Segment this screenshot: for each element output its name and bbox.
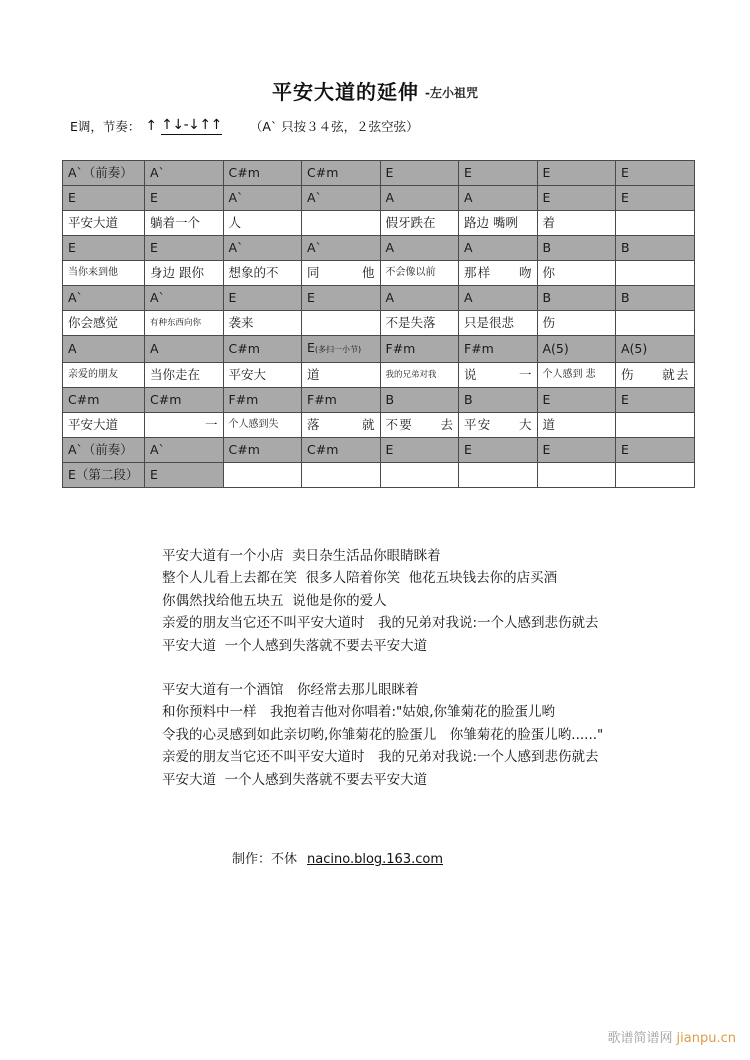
- chord-cell: A`: [302, 186, 381, 211]
- chord-cell: F#m: [223, 388, 302, 413]
- lyric-cell: 当你走在: [145, 363, 224, 388]
- lyric-cell: 道: [302, 363, 381, 388]
- chord-cell: E: [145, 236, 224, 261]
- chord-cell: E: [616, 388, 695, 413]
- chord-cell: E: [616, 438, 695, 463]
- chord-row: [63, 236, 695, 261]
- chord-cell: A: [380, 186, 459, 211]
- lyric-row: [63, 363, 695, 388]
- lyric-cell: 假牙跌在: [380, 211, 459, 236]
- chord-cell: E: [537, 388, 616, 413]
- lyric-cell: 袭来: [223, 311, 302, 336]
- chord-cell: A: [145, 336, 224, 363]
- chord-cell: [380, 463, 459, 488]
- chord-annotation: (多扫一小节): [314, 345, 362, 354]
- chord-lyric-chart: [62, 160, 695, 488]
- lyric-cell: 人: [223, 211, 302, 236]
- chord-cell: A: [380, 236, 459, 261]
- lyric-cell: 同 他: [302, 261, 381, 286]
- chord-cell: E: [616, 161, 695, 186]
- chord-cell: B: [537, 236, 616, 261]
- chord-cell: B: [616, 286, 695, 311]
- chord-cell: E: [145, 463, 224, 488]
- lyric-cell: 不要 去: [380, 413, 459, 438]
- lyric-cell: 我的兄弟对我: [380, 363, 459, 388]
- song-title: 平安大道的延伸: [272, 80, 419, 104]
- watermark-cn-text: 歌谱简谱网: [607, 1031, 673, 1046]
- chord-cell: C#m: [145, 388, 224, 413]
- chord-cell: C#m: [63, 388, 145, 413]
- lyric-row: [63, 261, 695, 286]
- lyric-cell: 平安大: [223, 363, 302, 388]
- chord-cell: A: [63, 336, 145, 363]
- chord-cell: E: [223, 286, 302, 311]
- lyric-line: 和你预料中一样 我抱着吉他对你唱着:"姑娘,你雏菊花的脸蛋儿哟: [162, 704, 556, 721]
- chord-cell: [302, 463, 381, 488]
- lyric-cell: 不是失落: [380, 311, 459, 336]
- lyric-cell: [616, 211, 695, 236]
- lyric-stanza: [162, 545, 692, 657]
- lyric-cell: 伤: [537, 311, 616, 336]
- lyrics-section: [162, 545, 692, 791]
- lyric-cell: 落 就: [302, 413, 381, 438]
- chord-cell: B: [380, 388, 459, 413]
- lyric-cell: 平安大道: [63, 211, 145, 236]
- chord-cell: [537, 463, 616, 488]
- chord-cell: E: [459, 438, 538, 463]
- lyric-cell: 说 一: [459, 363, 538, 388]
- song-artist: -左小祖咒: [425, 86, 478, 100]
- lyric-cell: 平安大道: [63, 413, 145, 438]
- chord-row: [63, 186, 695, 211]
- lyric-cell: 个人感到失: [223, 413, 302, 438]
- strum-up-icon: ↑: [145, 118, 158, 134]
- lyric-line: 平安大道有一个酒馆 你经常去那儿眼眯着: [162, 682, 419, 699]
- lyric-cell: 你会感觉: [63, 311, 145, 336]
- lyric-cell: [302, 211, 381, 236]
- chord-cell: A`: [145, 161, 224, 186]
- lyric-cell: 有种东西向你: [145, 311, 224, 336]
- chord-cell: A: [459, 186, 538, 211]
- lyric-row: [63, 311, 695, 336]
- chord-cell: A`: [145, 438, 224, 463]
- chart-body: [63, 161, 695, 488]
- chord-cell: E: [380, 438, 459, 463]
- chord-cell: A: [380, 286, 459, 311]
- chord-cell: C#m: [223, 336, 302, 363]
- chord-cell: A`: [302, 236, 381, 261]
- lyric-cell: 着: [537, 211, 616, 236]
- chord-cell: E: [63, 236, 145, 261]
- chord-cell: A`（前奏）: [63, 438, 145, 463]
- chord-cell: F#m: [380, 336, 459, 363]
- lyric-cell: 亲爱的朋友: [63, 363, 145, 388]
- lyric-line: 整个人儿看上去都在笑 很多人陪着你笑 他花五块钱去你的店买酒: [162, 570, 558, 587]
- chord-cell: E: [459, 161, 538, 186]
- credit-label: 制作：不休: [232, 852, 298, 867]
- lyric-line: 平安大道 一个人感到失落就不要去平安大道: [162, 771, 428, 788]
- lyric-cell: 只是很悲: [459, 311, 538, 336]
- chord-cell: E: [616, 186, 695, 211]
- lyric-cell: 伤 就去: [616, 363, 695, 388]
- chord-cell: A`（前奏）: [63, 161, 145, 186]
- lyric-line: 亲爱的朋友当它还不叫平安大道时 我的兄弟对我说:一个人感到悲伤就去: [162, 749, 599, 766]
- chord-row: [63, 336, 695, 363]
- chord-cell: E: [63, 186, 145, 211]
- lyric-cell: 躺着一个: [145, 211, 224, 236]
- lyric-line: 你偶然找给他五块五 说他是你的爱人: [162, 592, 387, 609]
- lyric-cell: 路边 嘴咧: [459, 211, 538, 236]
- chord-cell: E: [380, 161, 459, 186]
- chord-voicing-note: （A` 只按３４弦，２弦空弦）: [249, 119, 419, 134]
- chord-cell: F#m: [459, 336, 538, 363]
- chord-cell: E(多扫一小节): [302, 336, 381, 363]
- chord-row: [63, 286, 695, 311]
- page-title: [0, 76, 750, 105]
- chord-row: [63, 463, 695, 488]
- chord-cell: C#m: [223, 438, 302, 463]
- lyric-stanza: [162, 679, 692, 791]
- chord-cell: F#m: [302, 388, 381, 413]
- chord-cell: C#m: [302, 161, 381, 186]
- chord-cell: A(5): [537, 336, 616, 363]
- lyric-cell: 你: [537, 261, 616, 286]
- chord-cell: [616, 463, 695, 488]
- chord-cell: [223, 463, 302, 488]
- lyric-line: 令我的心灵感到如此亲切哟,你雏菊花的脸蛋儿 你雏菊花的脸蛋儿哟......": [162, 726, 604, 743]
- chord-row: [63, 438, 695, 463]
- lyric-cell: 想象的不: [223, 261, 302, 286]
- lyric-cell: 当你来到他: [63, 261, 145, 286]
- lyric-row: [63, 413, 695, 438]
- key-and-rhythm-line: [70, 117, 419, 135]
- chord-cell: C#m: [302, 438, 381, 463]
- lyric-cell: [616, 413, 695, 438]
- lyric-cell: 不会像以前: [380, 261, 459, 286]
- chord-cell: E: [145, 186, 224, 211]
- chord-cell: B: [459, 388, 538, 413]
- chord-cell: B: [537, 286, 616, 311]
- chord-row: [63, 388, 695, 413]
- credit-url[interactable]: nacino.blog.163.com: [307, 852, 443, 867]
- key-label: E调，节奏：: [70, 119, 141, 134]
- lyric-line: 亲爱的朋友当它还不叫平安大道时 我的兄弟对我说:一个人感到悲伤就去: [162, 615, 599, 632]
- strum-pattern-icon: ↑↓-↓↑↑: [161, 117, 222, 133]
- chord-cell: A(5): [616, 336, 695, 363]
- lyric-cell: [616, 311, 695, 336]
- chord-cell: A`: [63, 286, 145, 311]
- chord-cell: E（第二段）: [63, 463, 145, 488]
- watermark-en-text: jianpu.cn: [676, 1031, 736, 1046]
- chord-cell: E: [537, 438, 616, 463]
- lyric-cell: 一: [145, 413, 224, 438]
- chord-cell: B: [616, 236, 695, 261]
- lyric-line: 平安大道有一个小店 卖日杂生活品你眼睛眯着: [162, 548, 441, 564]
- chord-cell: A`: [223, 186, 302, 211]
- site-watermark: [608, 1027, 736, 1046]
- lyric-line: 平安大道 一个人感到失落就不要去平安大道: [162, 637, 428, 654]
- lyric-cell: 道: [537, 413, 616, 438]
- chord-cell: C#m: [223, 161, 302, 186]
- chord-cell: A`: [145, 286, 224, 311]
- chord-cell: [459, 463, 538, 488]
- chord-row: [63, 161, 695, 186]
- chord-cell: A: [459, 236, 538, 261]
- lyric-cell: [302, 311, 381, 336]
- chord-cell: E: [537, 161, 616, 186]
- lyric-cell: 那样 吻: [459, 261, 538, 286]
- lyric-row: [63, 211, 695, 236]
- chord-cell: A: [459, 286, 538, 311]
- chord-cell: E: [537, 186, 616, 211]
- lyric-cell: 平安 大: [459, 413, 538, 438]
- lyric-cell: 身边 跟你: [145, 261, 224, 286]
- chord-cell: E: [302, 286, 381, 311]
- chord-cell: A`: [223, 236, 302, 261]
- lyric-cell: [616, 261, 695, 286]
- credit-line: [232, 848, 443, 867]
- lyric-cell: 个人感到 悲: [537, 363, 616, 388]
